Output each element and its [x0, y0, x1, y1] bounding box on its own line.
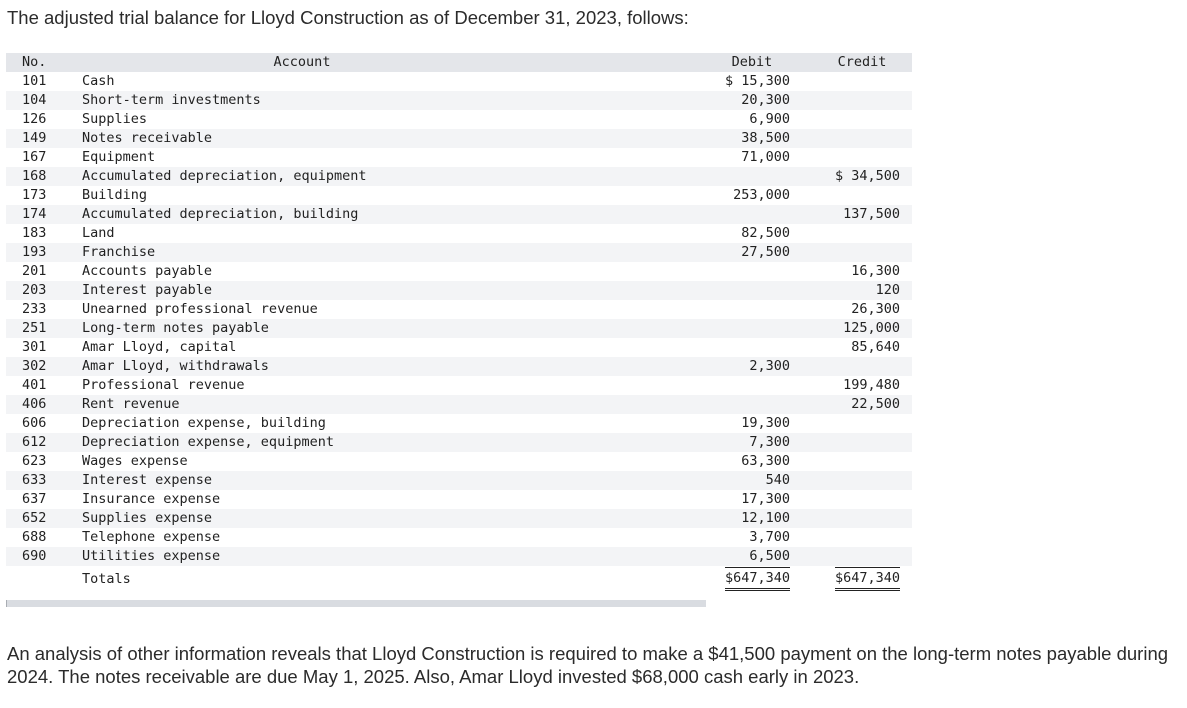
- credit-amount: [802, 224, 912, 243]
- debit-amount: [672, 262, 802, 281]
- table-row: [6, 471, 912, 490]
- account-name: Accounts payable: [82, 263, 213, 279]
- header-credit: Credit: [802, 53, 912, 72]
- credit-amount: 199,480: [843, 377, 900, 393]
- credit-amount: $ 34,500: [802, 167, 912, 186]
- account-name: Accumulated depreciation, building: [82, 205, 672, 224]
- account-number: 201: [22, 263, 47, 279]
- table-row: [6, 395, 912, 414]
- table-row: [6, 357, 912, 376]
- intro-text: The adjusted trial balance for Lloyd Construction as of December 31, 2023, follows:: [7, 7, 689, 28]
- debit-amount: 2,300: [672, 357, 802, 376]
- debit-amount: 12,100: [672, 509, 802, 528]
- account-number: 174: [6, 205, 82, 224]
- debit-amount: 6,900: [749, 111, 790, 127]
- credit-amount: [802, 357, 912, 376]
- account-number: 690: [6, 547, 82, 566]
- debit-amount: 63,300: [741, 453, 790, 469]
- table-row: [6, 281, 912, 300]
- account-name: Depreciation expense, building: [82, 415, 326, 431]
- table-row: [6, 262, 912, 281]
- account-name: Amar Lloyd, capital: [82, 339, 237, 355]
- account-name: Short-term investments: [82, 91, 672, 110]
- credit-amount: [802, 547, 912, 566]
- account-number: 623: [22, 453, 47, 469]
- account-number: 251: [6, 319, 82, 338]
- debit-amount: [672, 167, 802, 186]
- total-credit: $647,340: [835, 567, 900, 591]
- debit-amount: 6,500: [672, 547, 802, 566]
- account-number: 652: [6, 509, 82, 528]
- table-row: [6, 300, 912, 319]
- debit-amount: $ 15,300: [724, 73, 790, 89]
- credit-amount: [802, 433, 912, 452]
- credit-amount: 16,300: [851, 263, 900, 279]
- credit-amount: [802, 243, 912, 262]
- account-name: Rent revenue: [82, 395, 672, 414]
- table-row: [6, 148, 912, 167]
- account-name: Depreciation expense, equipment: [82, 433, 672, 452]
- table-row: [6, 129, 912, 148]
- account-number: 104: [6, 91, 82, 110]
- account-number: 126: [22, 111, 47, 127]
- account-name: Professional revenue: [82, 377, 245, 393]
- header-debit: Debit: [672, 53, 802, 72]
- debit-amount: 253,000: [733, 187, 790, 203]
- table-body: [6, 72, 912, 592]
- account-number: 168: [6, 167, 82, 186]
- account-number: 302: [6, 357, 82, 376]
- table-row: [6, 376, 912, 395]
- table-row: [6, 186, 912, 205]
- account-name: Wages expense: [82, 453, 188, 469]
- table-row: [6, 224, 912, 243]
- account-number: 183: [22, 225, 47, 241]
- account-name: Amar Lloyd, withdrawals: [82, 357, 672, 376]
- account-name: Franchise: [82, 243, 672, 262]
- account-name: Interest expense: [82, 471, 672, 490]
- account-number: 688: [22, 529, 47, 545]
- credit-amount: [802, 129, 912, 148]
- table-row: [6, 452, 912, 471]
- account-name: Interest payable: [82, 281, 672, 300]
- debit-amount: 71,000: [741, 149, 790, 165]
- account-number: 637: [22, 491, 47, 507]
- table-row: [6, 243, 912, 262]
- account-number: 173: [22, 187, 47, 203]
- account-name: Supplies expense: [82, 509, 672, 528]
- debit-amount: [672, 338, 802, 357]
- debit-amount: 7,300: [672, 433, 802, 452]
- table-row: [6, 509, 912, 528]
- table-row: [6, 319, 912, 338]
- credit-amount: [802, 414, 912, 433]
- debit-amount: 19,300: [741, 415, 790, 431]
- credit-amount: 125,000: [802, 319, 912, 338]
- debit-amount: [672, 376, 802, 395]
- account-number: 193: [6, 243, 82, 262]
- account-number: 401: [22, 377, 47, 393]
- account-number: 101: [22, 73, 47, 89]
- debit-amount: [672, 395, 802, 414]
- debit-amount: 17,300: [741, 491, 790, 507]
- table-row: [6, 167, 912, 186]
- account-name: Building: [82, 187, 148, 203]
- table-row: [6, 72, 912, 91]
- credit-amount: [802, 91, 912, 110]
- credit-amount: 85,640: [851, 339, 900, 355]
- credit-amount: 137,500: [802, 205, 912, 224]
- table-row: [6, 547, 912, 566]
- table-row: [6, 433, 912, 452]
- header-no: No.: [6, 53, 82, 72]
- header-account: Account: [82, 53, 672, 72]
- debit-amount: [672, 300, 802, 319]
- account-name: Long-term notes payable: [82, 319, 672, 338]
- table-row: [6, 528, 912, 547]
- account-number: 301: [22, 339, 47, 355]
- table-row: [6, 91, 912, 110]
- debit-amount: 38,500: [672, 129, 802, 148]
- analysis-text: An analysis of other information reveals that Lloyd Construction is required to make a $41,500 payment on the long-term notes payable during 2024. The notes receivable are due May 1, 2025. Also, Amar Lloyd invested $68,000 cash early in 2023.: [7, 643, 1169, 687]
- debit-amount: 20,300: [672, 91, 802, 110]
- account-number: 149: [6, 129, 82, 148]
- total-debit: $647,340: [725, 567, 790, 591]
- table-row: [6, 338, 912, 357]
- trial-balance: [6, 53, 900, 607]
- credit-amount: [802, 528, 912, 547]
- credit-amount: [802, 148, 912, 167]
- trial-balance-table: [6, 53, 912, 592]
- account-name: Supplies: [82, 111, 148, 127]
- debit-amount: 540: [672, 471, 802, 490]
- table-row: [6, 110, 912, 129]
- debit-amount: 27,500: [672, 243, 802, 262]
- totals-row: [6, 566, 912, 592]
- debit-amount: 82,500: [741, 225, 790, 241]
- debit-amount: 3,700: [749, 529, 790, 545]
- account-number: 633: [6, 471, 82, 490]
- credit-amount: [802, 490, 912, 509]
- credit-amount: [802, 110, 912, 129]
- account-name: Telephone expense: [82, 529, 221, 545]
- credit-amount: [802, 471, 912, 490]
- account-name: Utilities expense: [82, 547, 672, 566]
- account-number: 406: [6, 395, 82, 414]
- credit-amount: 26,300: [851, 301, 900, 317]
- credit-amount: [802, 509, 912, 528]
- credit-amount: 22,500: [802, 395, 912, 414]
- account-name: Equipment: [82, 149, 156, 165]
- account-name: Accumulated depreciation, equipment: [82, 167, 672, 186]
- credit-amount: 120: [802, 281, 912, 300]
- table-row: [6, 414, 912, 433]
- table-bottom-rule: [6, 600, 706, 607]
- credit-amount: [802, 72, 912, 91]
- table-header-row: [6, 53, 912, 72]
- account-number: 167: [22, 149, 47, 165]
- debit-amount: [672, 205, 802, 224]
- account-number: 203: [6, 281, 82, 300]
- account-name: Unearned professional revenue: [82, 301, 318, 317]
- account-name: Notes receivable: [82, 129, 672, 148]
- table-row: [6, 205, 912, 224]
- credit-amount: [802, 186, 912, 205]
- account-number: 233: [22, 301, 47, 317]
- account-name: Cash: [82, 73, 115, 89]
- account-number: 612: [6, 433, 82, 452]
- account-name: Insurance expense: [82, 491, 221, 507]
- table-row: [6, 490, 912, 509]
- account-number: 606: [22, 415, 47, 431]
- account-name: Land: [82, 225, 115, 241]
- credit-amount: [802, 452, 912, 471]
- totals-label: Totals: [82, 566, 672, 592]
- debit-amount: [672, 319, 802, 338]
- debit-amount: [672, 281, 802, 300]
